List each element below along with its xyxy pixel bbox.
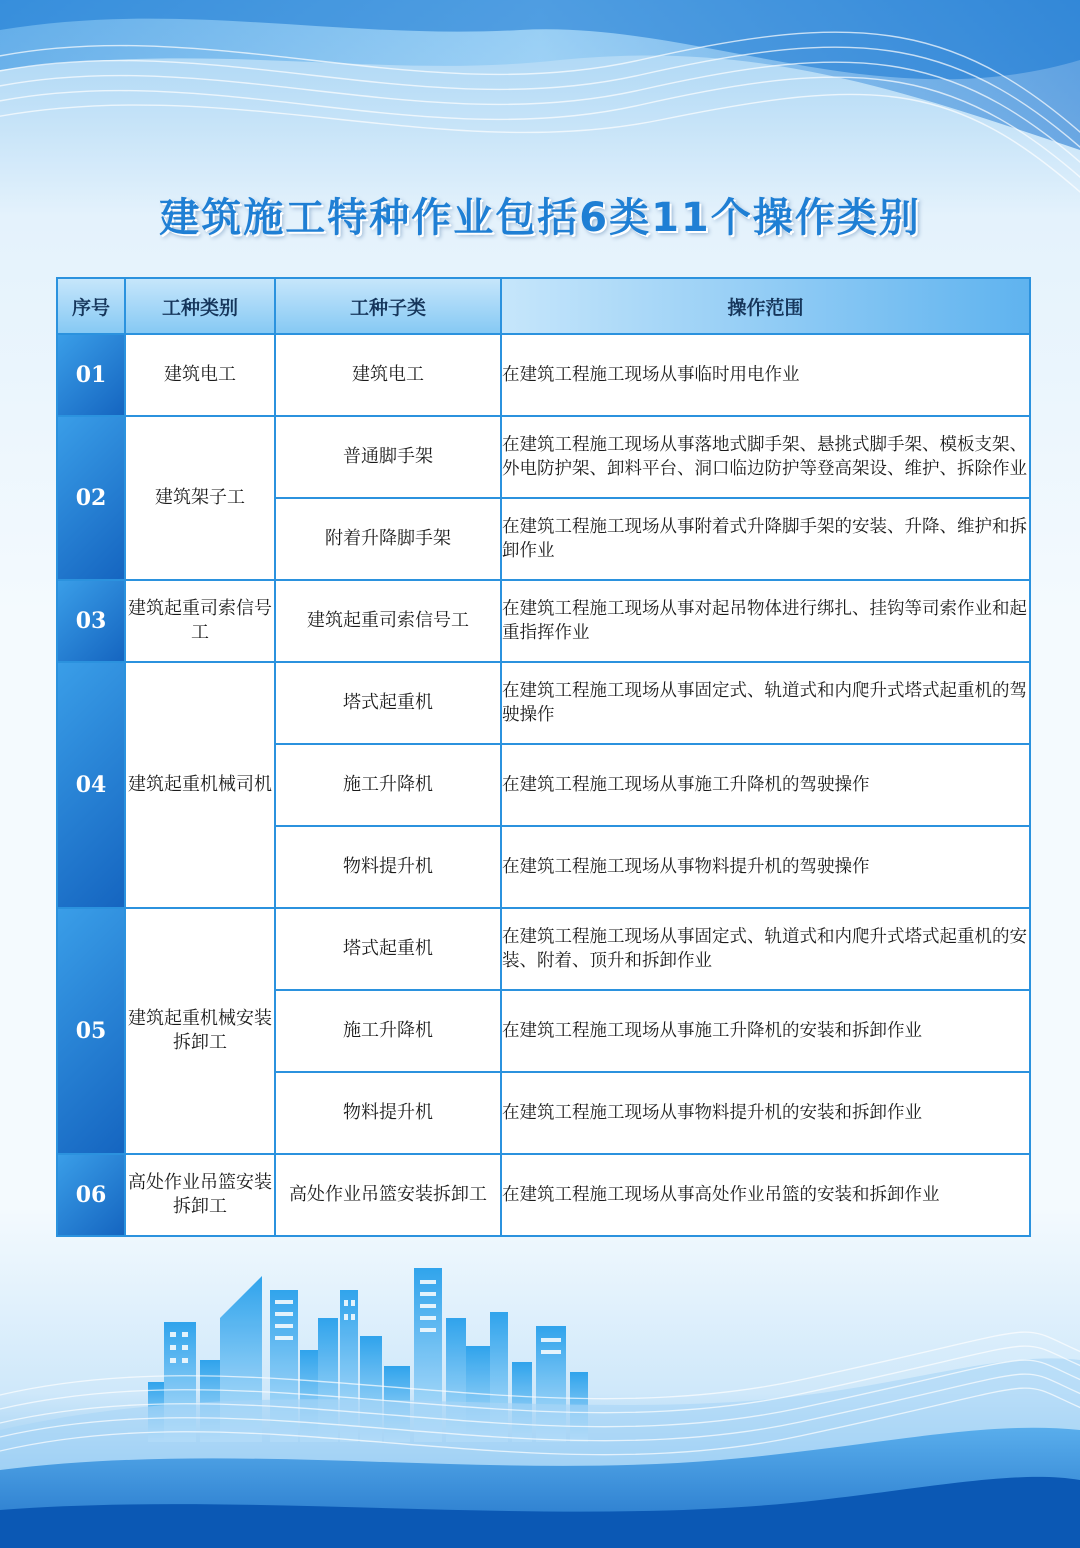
row-number: 05 <box>57 908 125 1154</box>
table-row <box>57 416 1030 498</box>
row-number: 03 <box>57 580 125 662</box>
row-number: 02 <box>57 416 125 580</box>
operation-category-table <box>56 277 1031 1237</box>
row-category: 建筑起重司索信号工 <box>125 580 275 662</box>
row-category: 建筑起重机械安装拆卸工 <box>125 908 275 1154</box>
row-category: 高处作业吊篮安装拆卸工 <box>125 1154 275 1236</box>
row-scope: 在建筑工程施工现场从事施工升降机的安装和拆卸作业 <box>501 990 1030 1072</box>
header-subcategory: 工种子类 <box>275 278 501 334</box>
row-category: 建筑起重机械司机 <box>125 662 275 908</box>
header-scope: 操作范围 <box>501 278 1030 334</box>
row-subcategory: 施工升降机 <box>275 744 501 826</box>
row-subcategory: 塔式起重机 <box>275 662 501 744</box>
row-scope: 在建筑工程施工现场从事物料提升机的驾驶操作 <box>501 826 1030 908</box>
table-row <box>57 580 1030 662</box>
row-scope: 在建筑工程施工现场从事高处作业吊篮的安装和拆卸作业 <box>501 1154 1030 1236</box>
row-subcategory: 普通脚手架 <box>275 416 501 498</box>
row-scope: 在建筑工程施工现场从事固定式、轨道式和内爬升式塔式起重机的驾驶操作 <box>501 662 1030 744</box>
table-row <box>57 1154 1030 1236</box>
page-title: 建筑施工特种作业包括6类11个操作类别 <box>159 195 921 241</box>
table-row <box>57 662 1030 744</box>
row-scope: 在建筑工程施工现场从事固定式、轨道式和内爬升式塔式起重机的安装、附着、顶升和拆卸作业 <box>501 908 1030 990</box>
row-subcategory: 建筑电工 <box>275 334 501 416</box>
row-scope: 在建筑工程施工现场从事落地式脚手架、悬挑式脚手架、模板支架、外电防护架、卸料平台、洞口临边防护等登高架设、维护、拆除作业 <box>501 416 1030 498</box>
row-category: 建筑电工 <box>125 334 275 416</box>
header-number: 序号 <box>57 278 125 334</box>
row-subcategory: 物料提升机 <box>275 1072 501 1154</box>
row-category: 建筑架子工 <box>125 416 275 580</box>
row-scope: 在建筑工程施工现场从事物料提升机的安装和拆卸作业 <box>501 1072 1030 1154</box>
row-scope: 在建筑工程施工现场从事临时用电作业 <box>501 334 1030 416</box>
table-header-row <box>57 278 1030 334</box>
row-scope: 在建筑工程施工现场从事对起吊物体进行绑扎、挂钩等司索作业和起重指挥作业 <box>501 580 1030 662</box>
table-row <box>57 334 1030 416</box>
row-subcategory: 施工升降机 <box>275 990 501 1072</box>
row-subcategory: 物料提升机 <box>275 826 501 908</box>
row-scope: 在建筑工程施工现场从事施工升降机的驾驶操作 <box>501 744 1030 826</box>
row-scope: 在建筑工程施工现场从事附着式升降脚手架的安装、升降、维护和拆卸作业 <box>501 498 1030 580</box>
row-subcategory: 建筑起重司索信号工 <box>275 580 501 662</box>
row-number: 06 <box>57 1154 125 1236</box>
row-subcategory: 附着升降脚手架 <box>275 498 501 580</box>
row-subcategory: 塔式起重机 <box>275 908 501 990</box>
header-category: 工种类别 <box>125 278 275 334</box>
row-subcategory: 高处作业吊篮安装拆卸工 <box>275 1154 501 1236</box>
row-number: 04 <box>57 662 125 908</box>
table-row <box>57 908 1030 990</box>
row-number: 01 <box>57 334 125 416</box>
